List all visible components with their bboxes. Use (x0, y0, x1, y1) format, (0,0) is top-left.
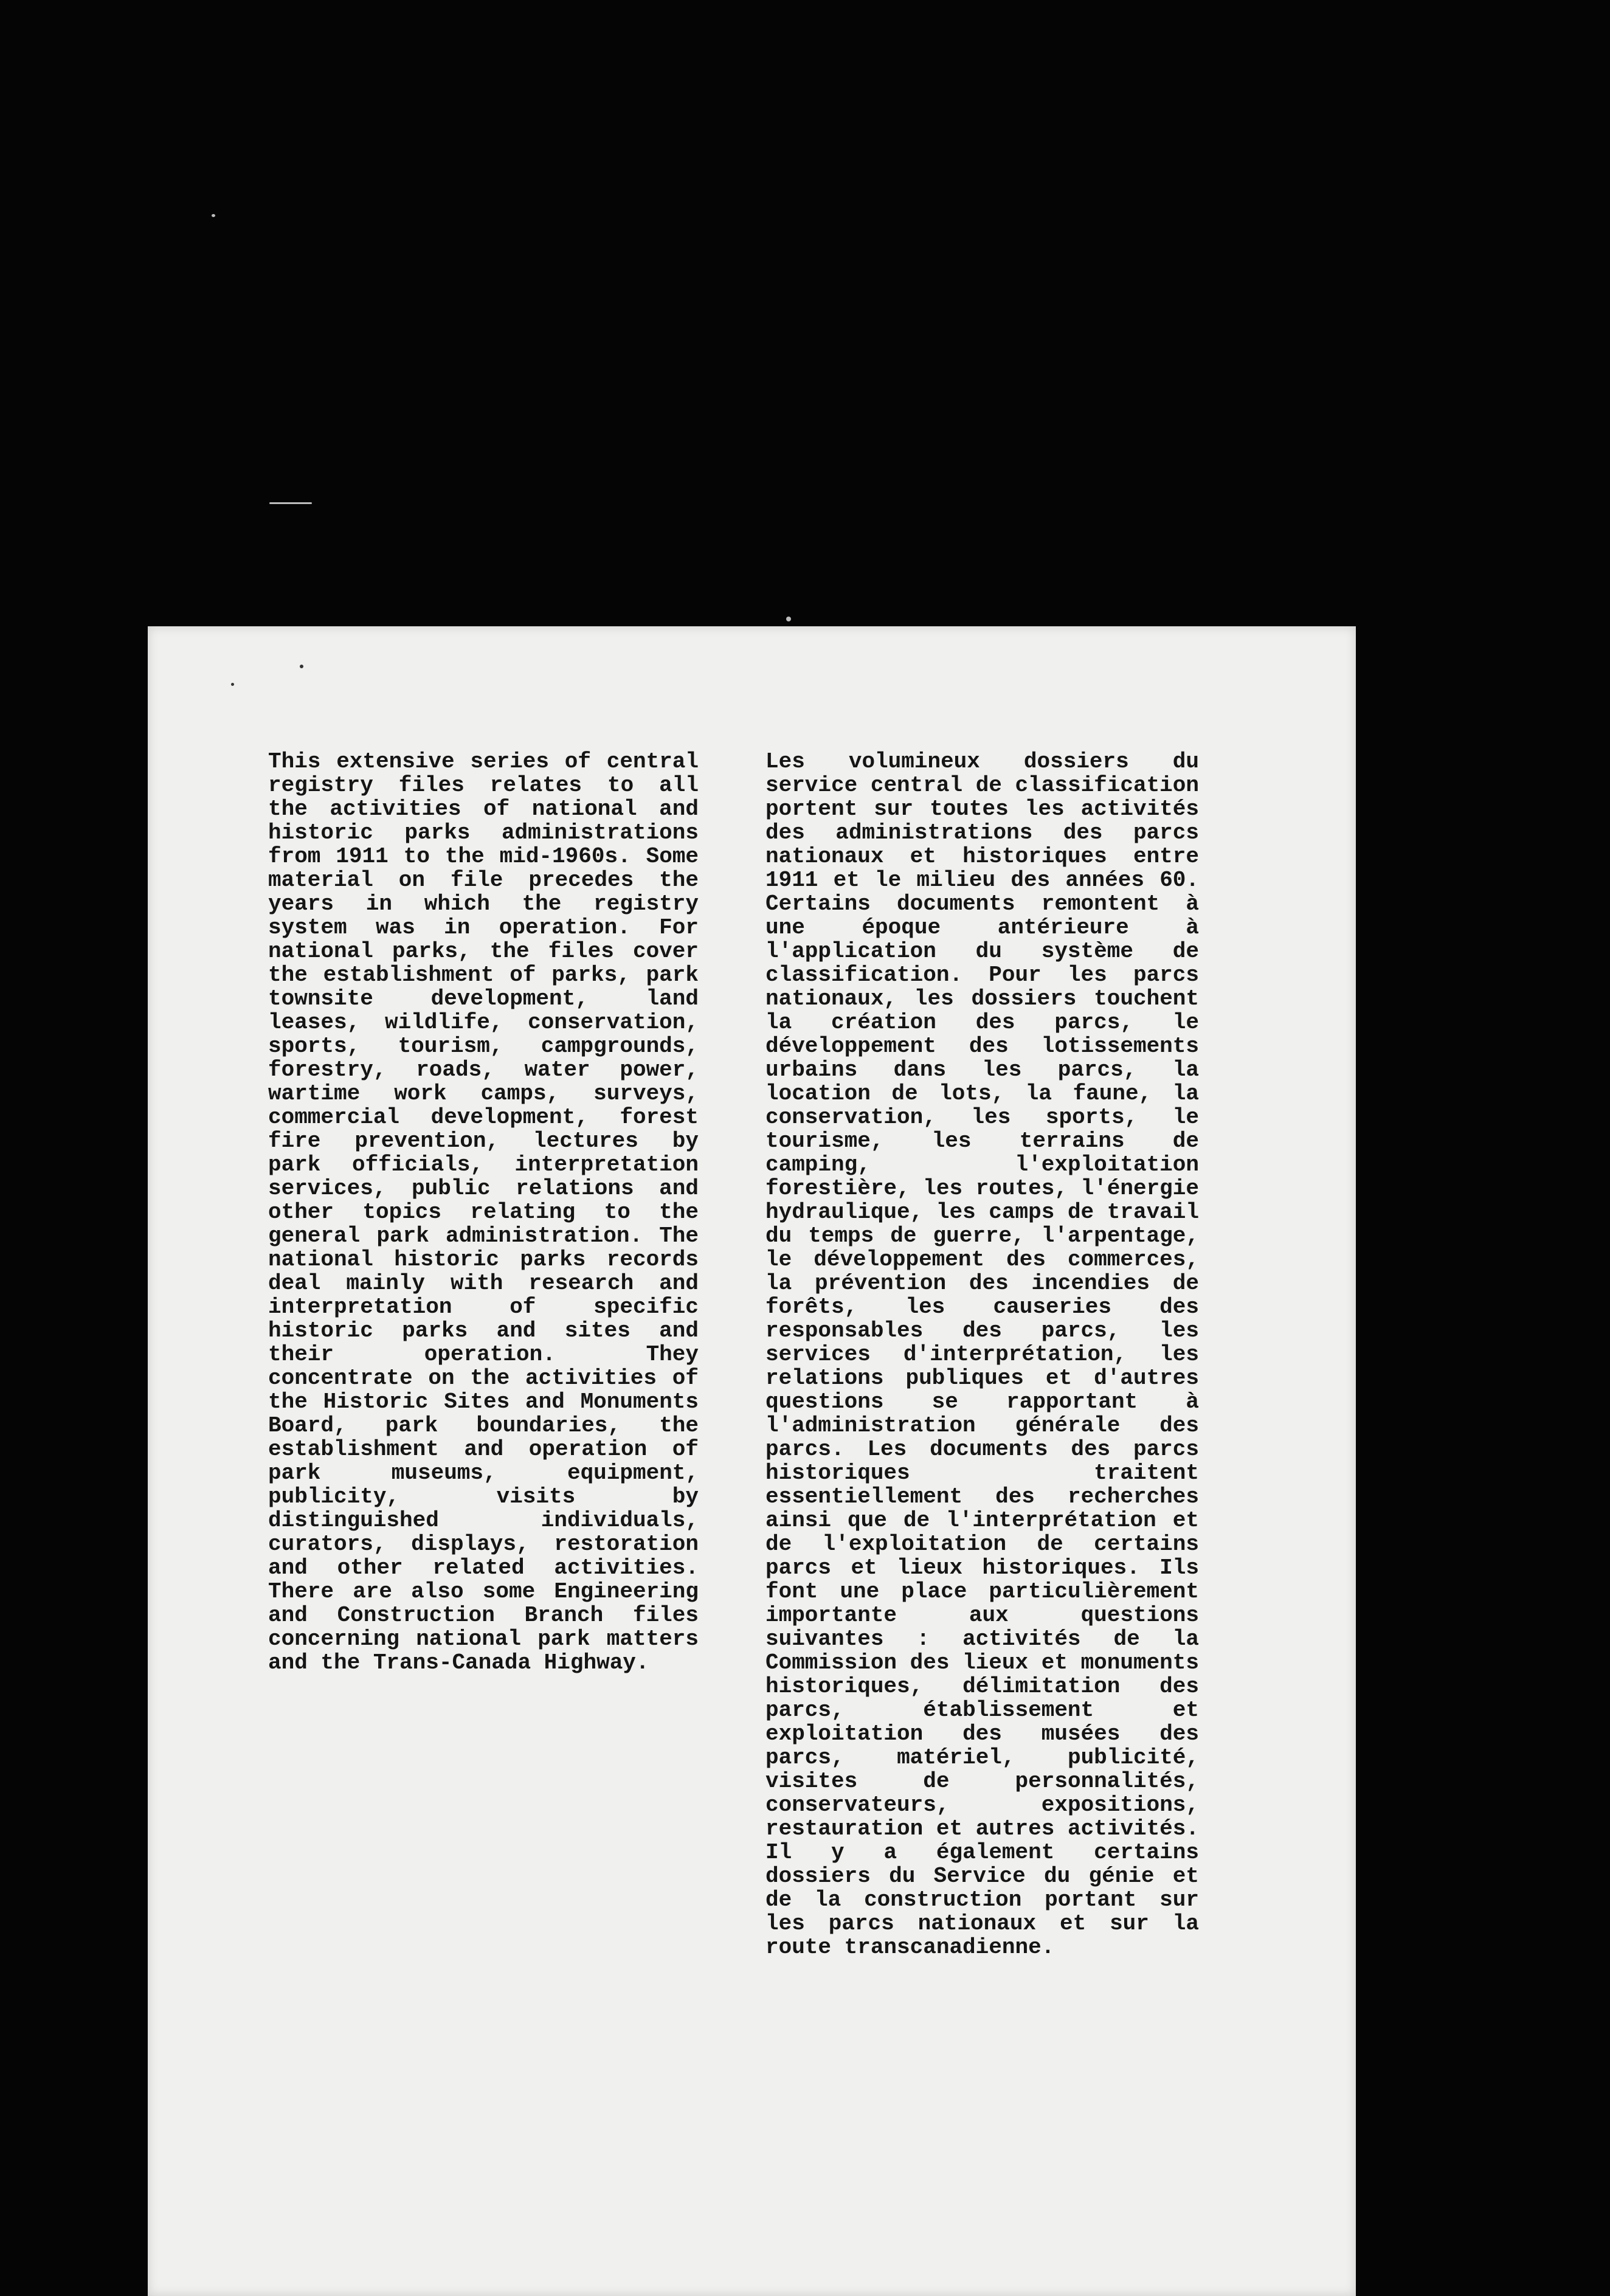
english-text-column: This extensive series of central registry files relates to all the activities of national and historic parks administrations from 1911 to the mid-1960s. Some material on file precedes the years in which the registry system was in operation. For national parks, the files cover the establishment of parks, park townsite development, land leases, wildlife, conservation, sports, tourism, campgrounds, forestry, roads, water power, wartime work camps, surveys, commercial development, forest fire prevention, lectures by park officials, interpretation services, public relations and other topics relating to the general park administration. The national historic parks records deal mainly with research and interpretation of specific historic parks and sites and their operation. They concentrate on the activities of the Historic Sites and Monuments Board, park boundaries, the establishment and operation of park museums, equipment, publicity, visits by distinguished individuals, curators, displays, restoration and other related activities. There are also some Engineering and Construction Branch files concerning national park matters and the Trans-Canada Highway. (268, 749, 699, 1675)
dust-speck (269, 502, 312, 504)
scan-dot (231, 683, 234, 686)
french-text-column: Les volumineux dossiers du service central de classification portent sur toutes les activités des administrations des parcs nationaux et historiques entre 1911 et le milieu des années 60. Certains documents remontent à une époque antérieure à l'application du système de classification. Pour les parcs nationaux, les dossiers touchent la création des parcs, le développement des lotissements urbains dans les parcs, la location de lots, la faune, la conservation, les sports, le tourisme, les terrains de camping, l'exploitation forestière, les routes, l'énergie hydraulique, les camps de travail du temps de guerre, l'arpentage, le développement des commerces, la prévention des incendies de forêts, les causeries des responsables des parcs, les services d'interprétation, les relations publiques et d'autres questions se rapportant à l'administration générale des parcs. Les documents des parcs historiques traitent essentiellement des recherches ainsi que de l'interprétation et de l'exploitation de certains parcs et lieux historiques. Ils font une place particulièrement importante aux questions suivantes : activités de la Commission des lieux et monuments historiques, délimitation des parcs, établissement et exploitation des musées des parcs, matériel, publicité, visites de personnalités, conservateurs, expositions, restauration et autres activités. Il y a également certains dossiers du Service du génie et de la construction portant sur les parcs nationaux et sur la route transcanadienne. (765, 749, 1199, 1960)
scan-dot (300, 665, 303, 668)
dust-speck (786, 617, 791, 621)
document-page (148, 626, 1356, 2296)
dust-speck (212, 214, 215, 217)
